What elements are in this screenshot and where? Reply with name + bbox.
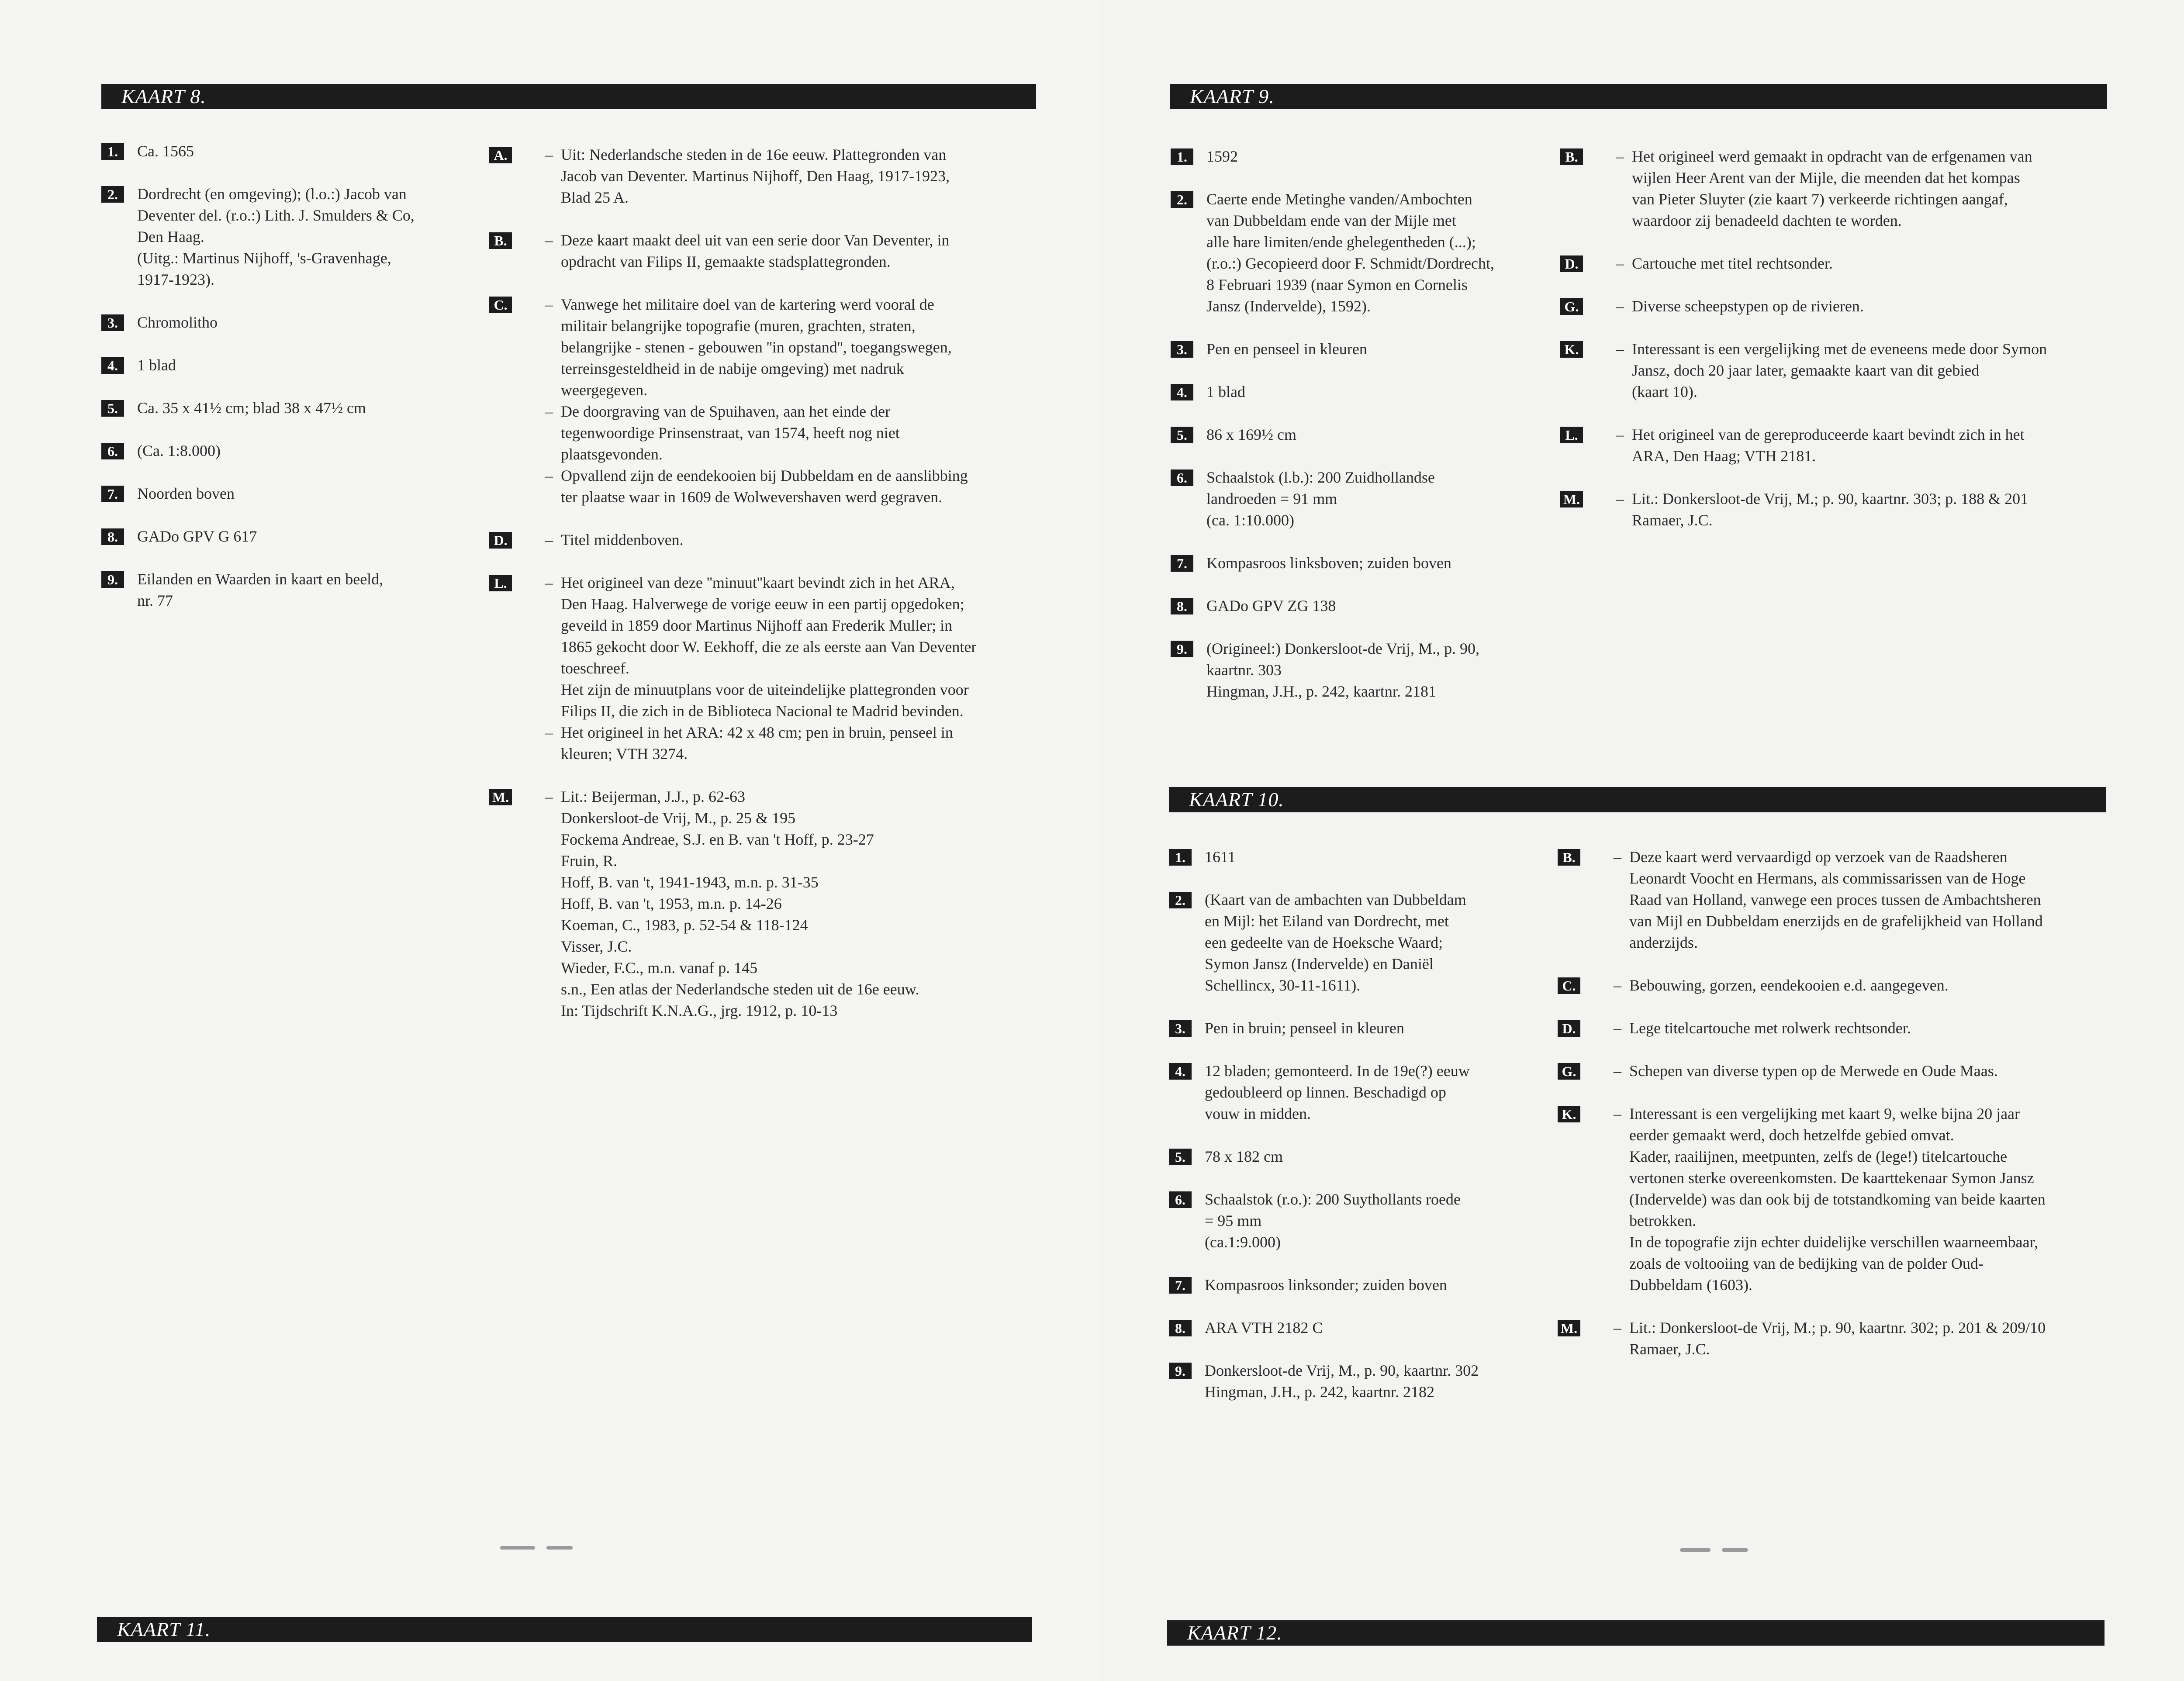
item-text: Donkersloot-de Vrij, M., p. 90, kaartnr. 302 Hingman, J.H., p. 242, kaartnr. 2182 [1205, 1362, 1479, 1401]
item-number-badge: 1. [1171, 148, 1193, 165]
numbered-item [101, 483, 468, 504]
item-number-badge: 3. [1171, 341, 1193, 358]
item-letter-badge: G. [1560, 298, 1583, 315]
item-text: Noorden boven [137, 485, 235, 502]
numbered-item [1171, 595, 1538, 617]
paragraph-text: Deze kaart maakt deel uit van een serie door Van Deventer, in opdracht van Filips II, gemaakte stadsplattegronden. [561, 231, 950, 270]
item-text: ARA VTH 2182 C [1205, 1319, 1323, 1336]
item-number-badge: 4. [1169, 1063, 1192, 1080]
item-number-badge: 2. [1169, 892, 1192, 908]
right-page [1099, 0, 2184, 1681]
numbered-item [1171, 467, 1538, 531]
numbered-item [101, 569, 468, 611]
numbered-item [1169, 889, 1536, 996]
dash-marker: – [545, 467, 553, 484]
item-number-badge: 1. [101, 143, 124, 160]
item-text: (Kaart van de ambachten van Dubbeldam en Mijl: het Eiland van Dordrecht, met een gedeelte van de Hoeksche Waard; Symon Jansz (Indervelde) en Daniël Schellincx, 30-11-1611). [1205, 891, 1466, 994]
numbered-item [1169, 1018, 1536, 1039]
item-paragraph [1616, 424, 2106, 467]
dash-marker: – [1614, 1105, 1621, 1122]
numbered-item [1169, 1060, 1536, 1125]
numbered-item [101, 141, 468, 162]
item-body [1616, 424, 2106, 467]
item-paragraph [1616, 296, 2106, 317]
paragraph-text: Interessant is een vergelijking met de eveneens mede door Symon Jansz, doch 20 jaar later, gemaakte kaart van dit gebied (kaart 10). [1632, 340, 2047, 400]
item-text: GADo GPV G 617 [137, 528, 257, 545]
item-paragraph [545, 572, 1035, 722]
paragraph-text: Lit.: Beijerman, J.J., p. 62-63 Donkersloot-de Vrij, M., p. 25 & 195 Fockema Andreae, S.J. en B. van 't Hoff, p. 23-27 Fruin, R. Hoff, B. van 't, 1941-1943, m.n. p. 31-35 Hoff, B. van 't, 1953, m.n. p. 14-26 Koeman, C., 1983, p. 52-54 & 118-124 Visser, J.C. Wieder, F.C., m.n. vanaf p. 145 s.n., Een atlas der Nederlandsche steden uit de 16e eeuw. In: Tijdschrift K.N.A.G., jrg. 1912, p. 10-13 [561, 788, 919, 1019]
numbered-item [101, 312, 468, 333]
numbered-item [1171, 381, 1538, 403]
item-letter-badge: G. [1558, 1063, 1580, 1080]
lettered-item [1560, 296, 2106, 317]
item-text: Kompasroos linksboven; zuiden boven [1206, 554, 1451, 572]
item-number-badge: 2. [1171, 191, 1193, 208]
item-text: (Ca. 1:8.000) [137, 442, 221, 459]
dash-marker: – [545, 146, 553, 163]
item-paragraph [1614, 1317, 2108, 1360]
item-number-badge: 7. [1169, 1277, 1192, 1294]
item-text: 1592 [1206, 148, 1238, 165]
item-body [1616, 338, 2106, 403]
paragraph-text: Deze kaart werd vervaardigd op verzoek van de Raadsheren Leonardt Voocht en Hermans, als commissarissen van de Hoge Raad van Holland, vanwege een proces tussen de Ambachtsheren van Mijl en Dubbeldam enerzijds en de grafelijkheid van Holland anderzijds. [1629, 848, 2043, 951]
paragraph-text: Het origineel van de gereproduceerde kaart bevindt zich in het ARA, Den Haag; VTH 2181. [1632, 426, 2025, 465]
item-letter-badge: D. [1560, 255, 1583, 272]
lettered-item [1560, 424, 2106, 467]
paragraph-text: Titel middenboven. [561, 531, 684, 549]
item-number-badge: 1. [1169, 849, 1192, 866]
lettered-item [1558, 1103, 2108, 1296]
lettered-item [1558, 1018, 2108, 1039]
numbered-item [1171, 189, 1538, 317]
kaart-12-header [1167, 1620, 2105, 1646]
item-paragraph [545, 294, 1035, 401]
item-letter-badge: B. [1560, 148, 1583, 165]
numbered-item [101, 440, 468, 462]
numbered-item [1171, 424, 1538, 445]
item-text: Dordrecht (en omgeving); (l.o.:) Jacob van Deventer del. (r.o.:) Lith. J. Smulders & Co, Den Haag. (Uitg.: Martinus Nijhoff, 's-Gravenhage, 1917-1923). [137, 185, 415, 288]
item-number-badge: 2. [101, 186, 124, 203]
item-number-badge: 9. [1169, 1363, 1192, 1379]
numbered-item [101, 183, 468, 290]
item-letter-badge: K. [1560, 341, 1583, 358]
item-number-badge: 8. [101, 528, 124, 545]
numbered-item [1171, 638, 1538, 702]
item-letter-badge: B. [489, 232, 512, 249]
paragraph-text: Opvallend zijn de eendekooien bij Dubbeldam en de aanslibbing ter plaatse waar in 1609 de Wolwevershaven werd gegraven. [561, 467, 968, 506]
item-number-badge: 8. [1171, 598, 1193, 614]
kaart-9-header [1170, 84, 2107, 109]
item-letter-badge: D. [489, 532, 512, 549]
paragraph-text: Uit: Nederlandsche steden in de 16e eeuw. Plattegronden van Jacob van Deventer. Martinus Nijhoff, Den Haag, 1917-1923, Blad 25 A. [561, 146, 950, 206]
lettered-item [489, 529, 1035, 551]
item-number-badge: 9. [101, 571, 124, 588]
item-number-badge: 5. [1171, 427, 1193, 443]
kaart-8-title: KAART 8. [121, 85, 206, 107]
item-number-badge: 9. [1171, 641, 1193, 657]
numbered-item [1169, 1189, 1536, 1253]
item-body [545, 144, 1035, 208]
kaart-11-header [97, 1617, 1032, 1642]
lettered-item [489, 572, 1035, 765]
numbered-item [1171, 338, 1538, 360]
item-paragraph [1614, 1018, 2108, 1039]
item-paragraph [1616, 146, 2106, 231]
paragraph-text: Lit.: Donkersloot-de Vrij, M.; p. 90, kaartnr. 302; p. 201 & 209/10 Ramaer, J.C. [1629, 1319, 2046, 1358]
dash-marker: – [1616, 340, 1624, 358]
item-number-badge: 5. [1169, 1149, 1192, 1165]
item-body [545, 230, 1035, 273]
dash-marker: – [545, 531, 553, 549]
item-paragraph [545, 786, 1035, 1022]
dash-marker: – [1614, 848, 1621, 866]
item-paragraph [1616, 253, 2106, 274]
dash-marker: – [545, 724, 553, 741]
item-letter-badge: C. [489, 297, 512, 313]
kaart-12-title: KAART 12. [1187, 1622, 1282, 1644]
item-text: GADo GPV ZG 138 [1206, 597, 1336, 614]
paragraph-text: De doorgraving van de Spuihaven, aan het einde der tegenwoordige Prinsenstraat, van 1574, heeft nog niet plaatsgevonden. [561, 403, 900, 463]
paragraph-text: Lege titelcartouche met rolwerk rechtsonder. [1629, 1019, 1911, 1037]
item-text: 86 x 169½ cm [1206, 426, 1296, 443]
item-body [545, 529, 1035, 551]
item-paragraph [1616, 488, 2106, 531]
item-text: 12 bladen; gemonteerd. In de 19e(?) eeuw gedoubleerd op linnen. Beschadigd op vouw in midden. [1205, 1062, 1470, 1122]
item-number-badge: 6. [101, 443, 124, 459]
lettered-item [1558, 1060, 2108, 1082]
item-body [1616, 296, 2106, 317]
kaart-9-lettered-list [1560, 146, 2106, 552]
kaart-8-lettered-list [489, 144, 1035, 1043]
dash-marker: – [1616, 426, 1624, 443]
item-letter-badge: K. [1558, 1106, 1580, 1122]
item-body [1614, 1018, 2108, 1039]
item-body [1614, 1060, 2108, 1082]
item-text: (Origineel:) Donkersloot-de Vrij, M., p. 90, kaartnr. 303 Hingman, J.H., p. 242, kaartnr. 2181 [1206, 640, 1480, 700]
kaart-9-numbered-list [1171, 146, 1538, 724]
numbered-item [1169, 846, 1536, 868]
item-letter-badge: C. [1558, 977, 1580, 994]
item-paragraph [545, 401, 1035, 465]
lettered-item [489, 786, 1035, 1022]
kaart-10-title: KAART 10. [1189, 788, 1284, 811]
item-body [1616, 488, 2106, 531]
dash-marker: – [1616, 490, 1624, 507]
numbered-item [1169, 1274, 1536, 1296]
kaart-9-title: KAART 9. [1190, 85, 1275, 107]
lettered-item [1560, 146, 2106, 231]
item-number-badge: 5. [101, 400, 124, 417]
kaart-10-header [1169, 787, 2106, 812]
item-paragraph [545, 722, 1035, 765]
item-paragraph [1614, 846, 2108, 953]
dash-marker: – [1616, 297, 1624, 315]
item-number-badge: 6. [1169, 1191, 1192, 1208]
lettered-item [1558, 846, 2108, 953]
item-paragraph [1616, 338, 2106, 403]
lettered-item [1558, 975, 2108, 996]
item-body [545, 572, 1035, 765]
item-text: Pen en penseel in kleuren [1206, 340, 1367, 358]
item-body [1614, 846, 2108, 953]
item-paragraph [1614, 975, 2108, 996]
item-body [1616, 253, 2106, 274]
lettered-item [489, 294, 1035, 508]
numbered-item [1169, 1146, 1536, 1167]
item-text: 1 blad [137, 356, 176, 374]
item-paragraph [545, 529, 1035, 551]
item-body [1614, 975, 2108, 996]
lettered-item [1560, 338, 2106, 403]
page-footer-mark [1680, 1546, 1759, 1554]
dash-marker: – [1616, 255, 1624, 272]
lettered-item [1558, 1317, 2108, 1360]
item-text: Ca. 35 x 41½ cm; blad 38 x 47½ cm [137, 399, 366, 417]
item-letter-badge: L. [1560, 427, 1583, 443]
item-text: Schaalstok (r.o.): 200 Suythollants roede = 95 mm (ca.1:9.000) [1205, 1191, 1461, 1251]
paragraph-text: Het origineel in het ARA: 42 x 48 cm; pen in bruin, penseel in kleuren; VTH 3274. [561, 724, 953, 763]
dash-marker: – [545, 403, 553, 420]
numbered-item [1169, 1360, 1536, 1403]
item-number-badge: 4. [101, 357, 124, 374]
item-paragraph [545, 230, 1035, 273]
item-text: Chromolitho [137, 314, 218, 331]
numbered-item [1171, 552, 1538, 574]
kaart-8-numbered-list [101, 141, 468, 633]
item-text: Kompasroos linksonder; zuiden boven [1205, 1276, 1447, 1294]
item-body [1614, 1103, 2108, 1296]
dash-marker: – [545, 574, 553, 591]
kaart-8-header [101, 84, 1036, 109]
item-text: Pen in bruin; penseel in kleuren [1205, 1019, 1404, 1037]
dash-marker: – [545, 231, 553, 249]
item-paragraph [545, 465, 1035, 508]
item-letter-badge: L. [489, 575, 512, 591]
item-letter-badge: B. [1558, 849, 1580, 866]
kaart-11-title: KAART 11. [117, 1618, 211, 1640]
paragraph-text: Interessant is een vergelijking met kaart 9, welke bijna 20 jaar eerder gemaakt werd, doch hetzelfde gebied omvat. Kader, raailijnen, meetpunten, zelfs de (lege!) titelcartouche vertonen sterke overeenkomsten. De kaarttekenaar Symon Jansz (Indervelde) was dan ook bij de totstandkoming van beide kaarten betrokken. In de topografie zijn echter duidelijke verschillen waarneembaar, zoals de voltooiing van de bedijking van de polder Oud- Dubbeldam (1603). [1629, 1105, 2046, 1294]
dash-marker: – [1614, 1062, 1621, 1080]
paragraph-text: Lit.: Donkersloot-de Vrij, M.; p. 90, kaartnr. 303; p. 188 & 201 Ramaer, J.C. [1632, 490, 2028, 529]
dash-marker: – [1614, 1319, 1621, 1336]
item-text: 78 x 182 cm [1205, 1148, 1283, 1165]
dash-marker: – [545, 296, 553, 313]
paragraph-text: Diverse scheepstypen op de rivieren. [1632, 297, 1864, 315]
item-text: Eilanden en Waarden in kaart en beeld, nr. 77 [137, 570, 384, 609]
item-number-badge: 3. [1169, 1020, 1192, 1037]
item-letter-badge: M. [489, 789, 512, 805]
item-paragraph [1614, 1060, 2108, 1082]
numbered-item [101, 355, 468, 376]
paragraph-text: Het origineel werd gemaakt in opdracht van de erfgenamen van wijlen Heer Arent van der Mijle, die meenden dat het kompas van Pieter Sluyter (zie kaart 7) verkeerde richtingen aangaf, waardoor zij benadeeld dachten te worden. [1632, 148, 2032, 229]
paragraph-text: Cartouche met titel rechtsonder. [1632, 255, 1833, 272]
dash-marker: – [545, 788, 553, 805]
numbered-item [101, 526, 468, 547]
item-letter-badge: A. [489, 147, 512, 163]
dash-marker: – [1614, 1019, 1621, 1037]
item-number-badge: 3. [101, 314, 124, 331]
numbered-item [1171, 146, 1538, 167]
item-letter-badge: D. [1558, 1020, 1580, 1037]
paragraph-text: Vanwege het militaire doel van de kartering werd vooral de militair belangrijke topografie (muren, grachten, straten, belangrijke - stenen - gebouwen ''in opstand'', toegangswegen, terreinsgesteldheid in de nabije omgeving) met nadruk weergegeven. [561, 296, 952, 399]
item-letter-badge: M. [1560, 491, 1583, 507]
item-letter-badge: M. [1558, 1320, 1580, 1336]
item-text: 1 blad [1206, 383, 1245, 400]
item-body [545, 294, 1035, 508]
item-text: Schaalstok (l.b.): 200 Zuidhollandse landroeden = 91 mm (ca. 1:10.000) [1206, 469, 1435, 529]
item-paragraph [1614, 1103, 2108, 1296]
dash-marker: – [1614, 977, 1621, 994]
item-body [1614, 1317, 2108, 1360]
page-footer-mark [500, 1544, 584, 1552]
lettered-item [1560, 253, 2106, 274]
numbered-item [101, 397, 468, 419]
item-text: Caerte ende Metinghe vanden/Ambochten van Dubbeldam ende van der Mijle met alle hare limiten/ende ghelegentheden (...); (r.o.:) Gecopieerd door F. Schmidt/Dordrecht, 8 Februari 1939 (naar Symon en Cornelis Jansz (Indervelde), 1592). [1206, 190, 1494, 315]
item-paragraph [545, 144, 1035, 208]
item-number-badge: 7. [101, 486, 124, 502]
lettered-item [1560, 488, 2106, 531]
lettered-item [489, 144, 1035, 208]
numbered-item [1169, 1317, 1536, 1339]
item-number-badge: 7. [1171, 555, 1193, 572]
item-number-badge: 6. [1171, 469, 1193, 486]
lettered-item [489, 230, 1035, 273]
item-number-badge: 8. [1169, 1320, 1192, 1336]
paragraph-text: Bebouwing, gorzen, eendekooien e.d. aangegeven. [1629, 977, 1949, 994]
paragraph-text: Schepen van diverse typen op de Merwede en Oude Maas. [1629, 1062, 1998, 1080]
item-number-badge: 4. [1171, 384, 1193, 400]
item-text: 1611 [1205, 848, 1236, 866]
paragraph-text: Het origineel van deze ''minuut''kaart bevindt zich in het ARA, Den Haag. Halverwege de vorige eeuw in een partij opgedoken; geveild in 1859 door Martinus Nijhoff aan Frederik Muller; in 1865 gekocht door W. Eekhoff, die ze als eerste aan Van Deventer toeschreef. Het zijn de minuutplans voor de uiteindelijke plattegronden voor Filips II, die zich in de Biblioteca Nacional te Madrid bevinden. [561, 574, 977, 720]
item-body [545, 786, 1035, 1022]
kaart-10-lettered-list [1558, 846, 2108, 1381]
dash-marker: – [1616, 148, 1624, 165]
kaart-10-numbered-list [1169, 846, 1536, 1424]
item-body [1616, 146, 2106, 231]
item-text: Ca. 1565 [137, 142, 194, 160]
